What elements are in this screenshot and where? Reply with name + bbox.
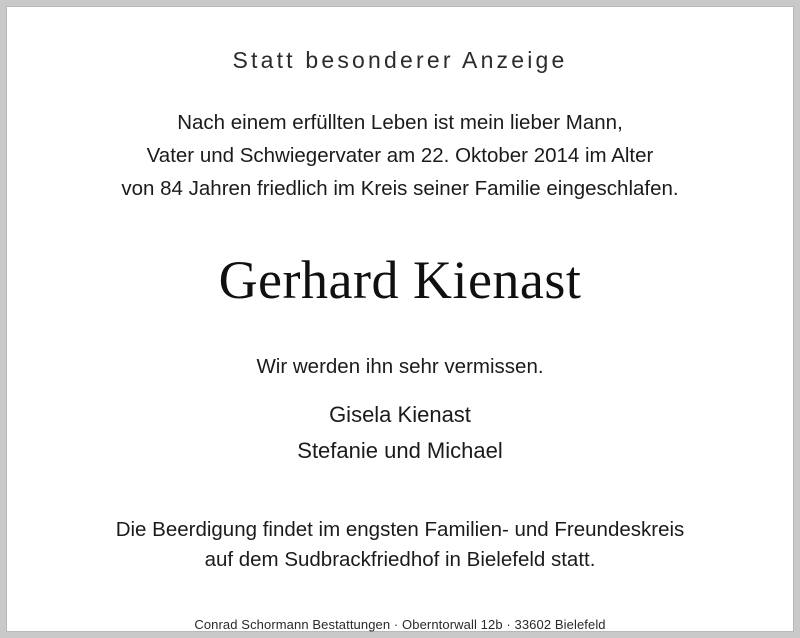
funeral-info — [50, 515, 750, 575]
survivor-line-1: Gisela Kienast — [329, 402, 471, 427]
survivor-line-2: Stefanie und Michael — [297, 438, 503, 463]
obituary-headline: Statt besonderer Anzeige — [232, 47, 568, 73]
missing-line: Wir werden ihn sehr vermissen. — [256, 355, 544, 378]
intro-line-1: Nach einem erfüllten Leben ist mein lieber Mann, — [177, 111, 623, 134]
obituary-intro — [70, 106, 730, 205]
obituary-notice — [6, 6, 794, 632]
survivors-list — [297, 397, 502, 469]
funeral-line-1: Die Beerdigung findet im engsten Familien- und Freundeskreis — [115, 518, 685, 541]
funeral-line-2: auf dem Sudbrackfriedhof in Bielefeld statt. — [204, 548, 596, 571]
deceased-name: Gerhard Kienast — [218, 250, 582, 310]
intro-line-2: Vater und Schwiegervater am 22. Oktober 2014 im Alter — [146, 144, 654, 167]
intro-line-3: von 84 Jahren friedlich im Kreis seiner Familie eingeschlafen. — [121, 177, 679, 200]
funeral-home-footer: Conrad Schormann Bestattungen · Oberntorwall 12b · 33602 Bielefeld — [194, 617, 606, 632]
